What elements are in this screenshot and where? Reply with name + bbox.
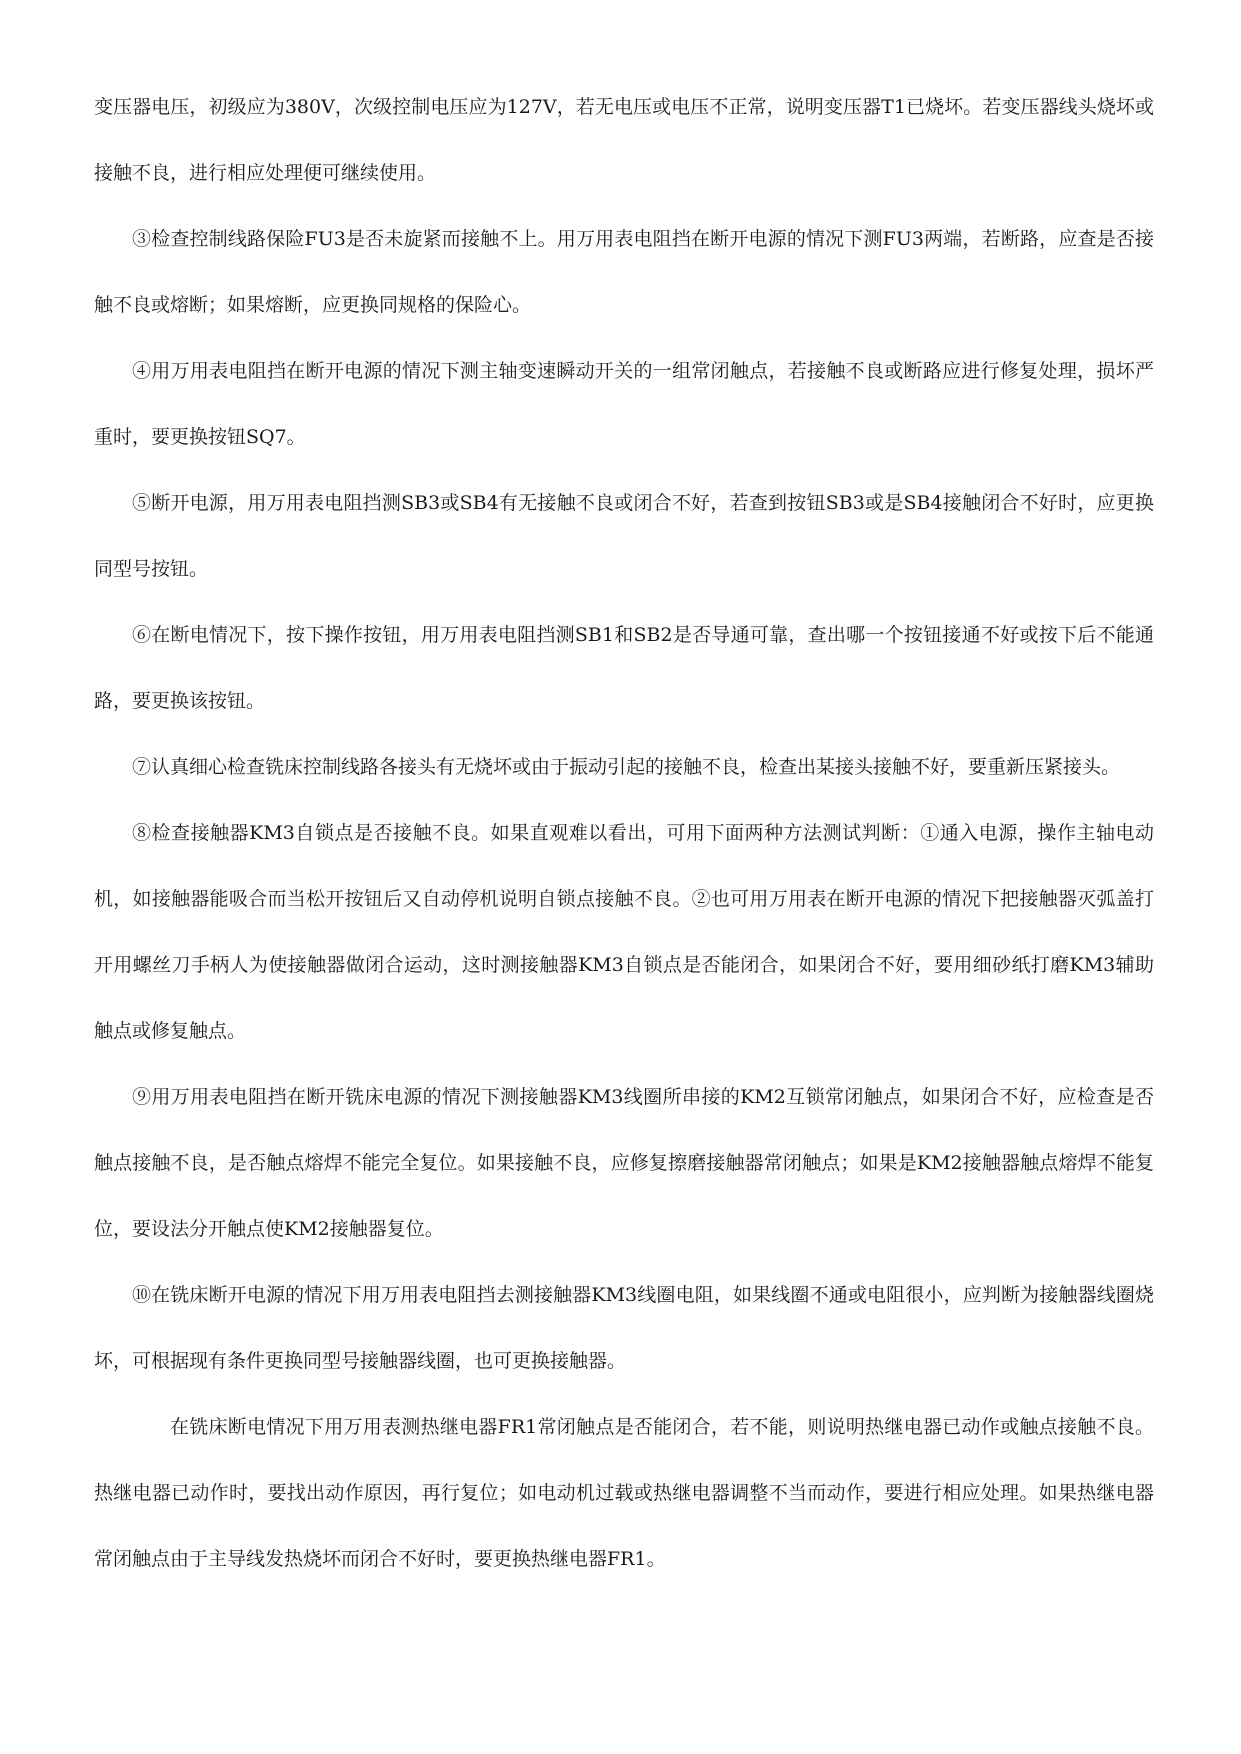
paragraph-step-8-km3-self-lock: ⑧检查接触器KM3自锁点是否接触不良。如果直观难以看出，可用下面两种方法测试判断：①通入电源，操作主轴电动机，如接触器能吸合而当松开按钮后又自动停机说明自锁点接触不良。②也可用万用表在断开电源的情况下把接触器灭弧盖打开用螺丝刀手柄人为使接触器做闭合运动，这时测接触器KM3自锁点是否能闭合，如果闭合不好，要用细砂纸打磨KM3辅助触点或修复触点。 (94, 822, 1154, 1042)
paragraph-step-9-km2-interlock: ⑨用万用表电阻挡在断开铣床电源的情况下测接触器KM3线圈所串接的KM2互锁常闭触点，如果闭合不好，应检查是否触点接触不良，是否触点熔焊不能完全复位。如果接触不良，应修复擦磨接触器常闭触点；如果是KM2接触器触点熔焊不能复位，要设法分开触点使KM2接触器复位。 (94, 1086, 1154, 1240)
paragraph-step-7-joints: ⑦认真细心检查铣床控制线路各接头有无烧坏或由于振动引起的接触不良，检查出某接头接触不好，要重新压紧接头。 (132, 756, 1121, 778)
paragraph-transformer-voltage: 变压器电压，初级应为380V，次级控制电压应为127V，若无电压或电压不正常，说明变压器T1已烧坏。若变压器线头烧坏或接触不良，进行相应处理便可继续使用。 (94, 96, 1154, 184)
paragraph-step-10-km3-coil: ⑩在铣床断开电源的情况下用万用表电阻挡去测接触器KM3线圈电阻，如果线圈不通或电阻很小，应判断为接触器线圈烧坏，可根据现有条件更换同型号接触器线圈，也可更换接触器。 (94, 1284, 1154, 1372)
paragraph-step-4-spindle-switch: ④用万用表电阻挡在断开电源的情况下测主轴变速瞬动开关的一组常闭触点，若接触不良或断路应进行修复处理，损坏严重时，要更换按钮SQ7。 (94, 360, 1154, 448)
document-body (94, 74, 1154, 1592)
paragraph-thermal-relay-fr1: 在铣床断电情况下用万用表测热继电器FR1常闭触点是否能闭合，若不能，则说明热继电器已动作或触点接触不良。热继电器已动作时，要找出动作原因，再行复位；如电动机过载或热继电器调整不当而动作，要进行相应处理。如果热继电器常闭触点由于主导线发热烧坏而闭合不好时，要更换热继电器FR1。 (94, 1416, 1154, 1570)
paragraph-step-5-buttons-sb3-sb4: ⑤断开电源，用万用表电阻挡测SB3或SB4有无接触不良或闭合不好，若查到按钮SB3或是SB4接触闭合不好时，应更换同型号按钮。 (94, 492, 1154, 580)
paragraph-step-6-buttons-sb1-sb2: ⑥在断电情况下，按下操作按钮，用万用表电阻挡测SB1和SB2是否导通可靠，查出哪一个按钮接通不好或按下后不能通路，要更换该按钮。 (94, 624, 1154, 712)
paragraph-step-3-fuse: ③检查控制线路保险FU3是否未旋紧而接触不上。用万用表电阻挡在断开电源的情况下测FU3两端，若断路，应查是否接触不良或熔断；如果熔断，应更换同规格的保险心。 (94, 228, 1154, 316)
